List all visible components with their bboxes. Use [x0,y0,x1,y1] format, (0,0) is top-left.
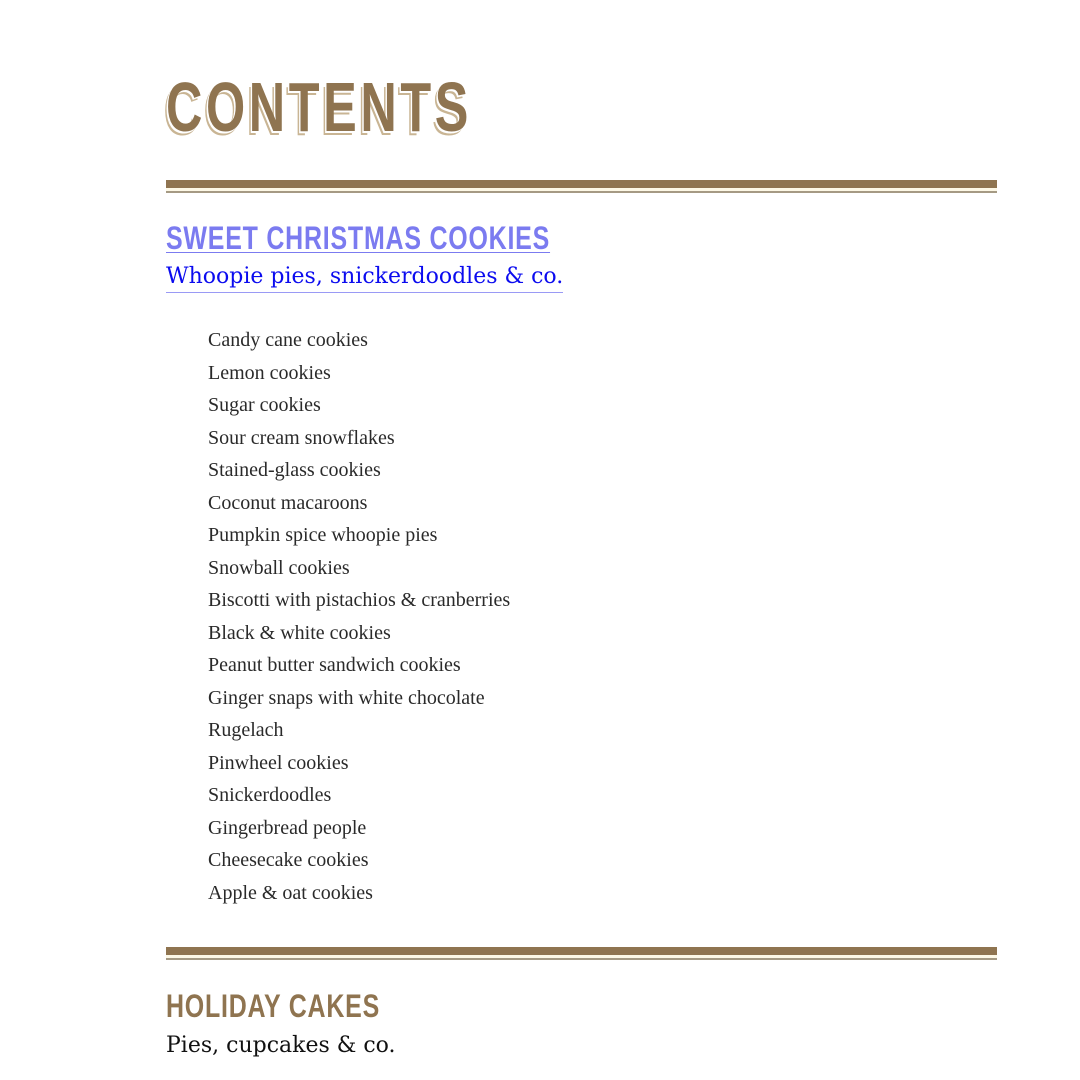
list-item: Rugelach [208,719,284,741]
list-item: Pumpkin spice whoopie pies [208,524,438,546]
list-item: Cheesecake cookies [208,849,369,871]
section-link-sweet-christmas-cookies[interactable]: SWEET CHRISTMAS COOKIES [166,220,551,256]
list-item: Pinwheel cookies [208,751,349,774]
list-item: Peanut butter sandwich cookies [208,654,461,676]
list-item: Stained-glass cookies [208,459,381,481]
section-divider [166,180,997,193]
list-item: Sugar cookies [208,394,321,416]
section-title-holiday-cakes: HOLIDAY CAKES [166,988,381,1024]
list-item: Ginger snaps with white chocolate [208,686,485,709]
list-item: Apple & oat cookies [208,881,373,904]
list-item: Sour cream snowflakes [208,426,395,449]
list-item: Snowball cookies [208,556,350,579]
list-item: Candy cane cookies [208,329,368,351]
subtitle-link-whoopie-pies[interactable]: Whoopie pies, snickerdoodles & co. [166,266,563,293]
recipe-list [208,327,510,912]
list-item: Gingerbread people [208,816,367,839]
page-title: CONTENTS [166,68,472,146]
list-item: Biscotti with pistachios & cranberries [208,589,511,611]
list-item: Snickerdoodles [208,784,332,806]
list-item: Lemon cookies [208,361,331,384]
section-divider [166,947,997,960]
list-item: Coconut macaroons [208,491,368,514]
section-subtitle-pies-cupcakes: Pies, cupcakes & co. [166,1033,396,1058]
list-item: Black & white cookies [208,621,391,644]
